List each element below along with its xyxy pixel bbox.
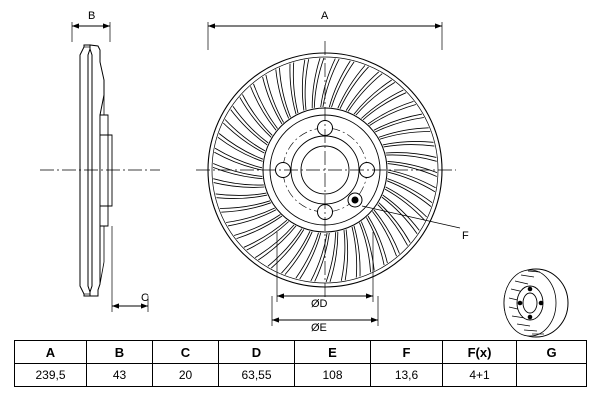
label-C: C [141,292,149,304]
label-diameter-D: ØD [311,298,328,310]
value-cell-G [517,364,587,387]
value-cell-B: 43 [87,364,153,387]
table-header-row [15,341,587,364]
label-diameter-E: ØE [311,322,327,334]
header-cell-C: C [153,341,219,364]
value-cell-F: 13,6 [371,364,443,387]
table-value-row [15,364,587,387]
header-cell-D: D [219,341,295,364]
header-cell-F: F [371,341,443,364]
value-cell-C: 20 [153,364,219,387]
header-cell-Fx: F(x) [443,341,517,364]
value-cell-Fx: 4+1 [443,364,517,387]
value-cell-D: 63,55 [219,364,295,387]
label-A: A [321,10,329,22]
value-cell-A: 239,5 [15,364,87,387]
label-F: F [462,230,469,242]
label-B: B [88,10,96,22]
header-cell-G: G [517,341,587,364]
header-cell-B: B [87,341,153,364]
header-cell-A: A [15,341,87,364]
value-cell-E: 108 [295,364,371,387]
spec-table [14,340,587,387]
header-cell-E: E [295,341,371,364]
